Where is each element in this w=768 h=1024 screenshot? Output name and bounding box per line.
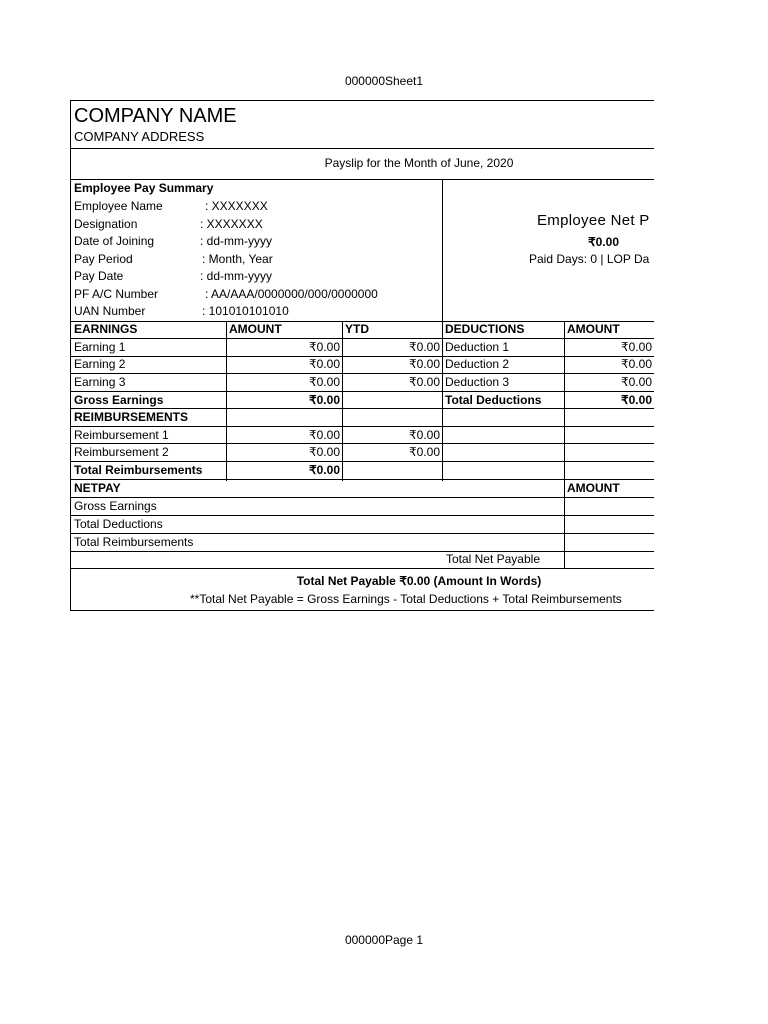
earning-amount: ₹0.00 [309,340,340,354]
netpay-row-label: Total Reimbursements [74,535,194,549]
deduction-amount: ₹0.00 [621,375,652,389]
designation-value: : XXXXXXX [200,217,263,231]
deduction-label: Deduction 2 [445,357,510,371]
reimbursement-label: Reimbursement 2 [74,445,169,459]
reimbursement-amount: ₹0.00 [309,445,340,459]
earnings-amount-header: AMOUNT [229,322,282,336]
netpay-header: NETPAY [74,481,121,495]
reimbursement-amount: ₹0.00 [309,428,340,442]
grid-line [71,497,654,498]
net-payable-formula: **Total Net Payable = Gross Earnings - Total Deductions + Total Reimbursements [190,592,622,606]
pay-period-label: Pay Period [74,252,133,266]
netpay-amount-header: AMOUNT [567,481,620,495]
deductions-header: DEDUCTIONS [445,322,525,336]
net-pay-title: Employee Net P [537,212,650,229]
grid-line [71,533,654,534]
total-deductions-amount: ₹0.00 [621,393,652,407]
payslip-sheet [70,100,654,611]
uan-number-label: UAN Number [74,304,146,318]
divider [71,179,654,180]
employee-name-label: Employee Name [74,199,163,213]
reimbursements-header: REIMBURSEMENTS [74,410,189,424]
earning-label: Earning 3 [74,375,126,389]
grid-line [71,408,654,409]
earning-ytd: ₹0.00 [409,357,440,371]
grid-line [564,321,565,568]
deduction-label: Deduction 1 [445,340,510,354]
grid-line [342,321,343,481]
reimbursement-ytd: ₹0.00 [409,428,440,442]
deduction-label: Deduction 3 [445,375,510,389]
uan-number-value: : 101010101010 [202,304,289,318]
earning-label: Earning 2 [74,357,126,371]
grid-line [71,391,654,392]
divider [71,148,654,149]
grid-line [71,426,654,427]
page-footer: 000000Page 1 [344,933,424,947]
date-of-joining-label: Date of Joining [74,234,155,248]
summary-divider [442,179,443,321]
pay-period-value: : Month, Year [202,252,273,266]
grid-line [71,373,654,374]
payslip-title: Payslip for the Month of June, 2020 [324,156,514,170]
designation-label: Designation [74,217,138,231]
earning-label: Earning 1 [74,340,126,354]
employee-name-value: : XXXXXXX [205,199,268,213]
grid-line [71,515,654,516]
summary-heading: Employee Pay Summary [74,181,214,195]
grid-line [71,443,654,444]
netpay-row-label: Gross Earnings [74,499,157,513]
netpay-row-label: Total Deductions [74,517,163,531]
deduction-amount: ₹0.00 [621,357,652,371]
gross-earnings-amount: ₹0.00 [309,393,340,407]
earning-ytd: ₹0.00 [409,340,440,354]
earnings-header: EARNINGS [74,322,138,336]
date-of-joining-value: : dd-mm-yyyy [200,234,272,248]
pf-number-value: : AA/AAA/0000000/000/0000000 [205,287,378,301]
company-name: COMPANY NAME [74,105,237,127]
total-net-payable-label: Total Net Payable [445,552,540,566]
total-reimbursements-label: Total Reimbursements [74,463,203,477]
earnings-ytd-header: YTD [345,322,369,336]
grid-line [442,321,443,481]
deduction-amount: ₹0.00 [621,340,652,354]
net-pay-amount: ₹0.00 [588,235,619,249]
reimbursement-label: Reimbursement 1 [74,428,169,442]
earning-ytd: ₹0.00 [409,375,440,389]
grid-line [71,568,654,569]
grid-line [71,479,654,480]
earning-amount: ₹0.00 [309,375,340,389]
company-address: COMPANY ADDRESS [74,129,205,144]
page-header: 000000Sheet1 [344,74,424,88]
grid-line [71,338,654,339]
total-reimbursements-amount: ₹0.00 [309,463,340,477]
earning-amount: ₹0.00 [309,357,340,371]
net-payable-words: Total Net Payable ₹0.00 (Amount In Words) [296,574,542,588]
pf-number-label: PF A/C Number [74,287,159,301]
reimbursement-ytd: ₹0.00 [409,445,440,459]
grid-line [71,461,654,462]
gross-earnings-label: Gross Earnings [74,393,164,407]
total-deductions-label: Total Deductions [445,393,542,407]
deductions-amount-header: AMOUNT [567,322,620,336]
grid-line [226,321,227,481]
paid-days: Paid Days: 0 | LOP Da [529,252,650,266]
pay-date-label: Pay Date [74,269,124,283]
pay-date-value: : dd-mm-yyyy [200,269,272,283]
